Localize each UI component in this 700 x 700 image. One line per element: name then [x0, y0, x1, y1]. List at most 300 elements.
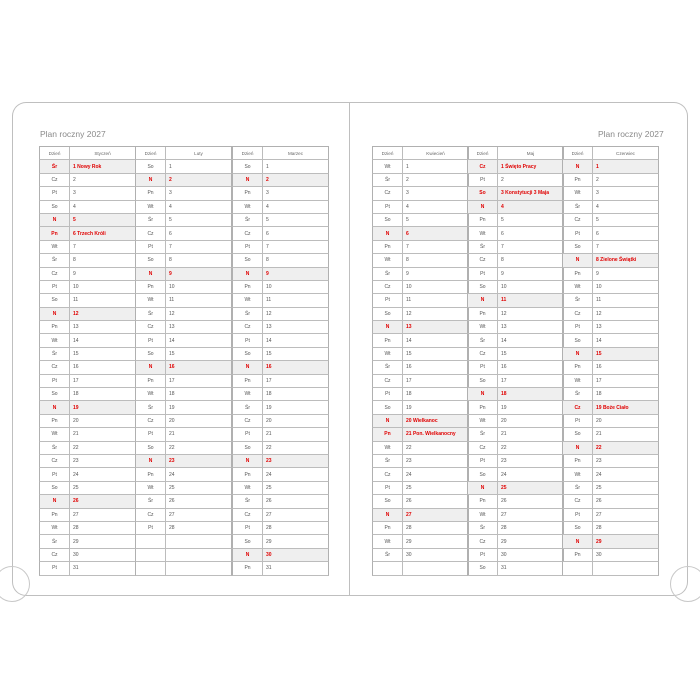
date-cell: 16	[266, 364, 272, 371]
holiday-row	[135, 361, 232, 374]
weekday-cell: Wt	[136, 294, 166, 306]
date-cell: 13	[73, 324, 79, 331]
month-name: Styczeń	[94, 150, 111, 156]
date-cell: 5	[266, 217, 269, 224]
day-row	[232, 334, 329, 347]
weekday-cell: Pt	[468, 361, 498, 373]
date-cell: 6	[266, 230, 269, 237]
day-row	[562, 522, 659, 535]
day-row	[372, 308, 469, 321]
weekday-cell: Śr	[563, 201, 593, 213]
weekday-cell: Wt	[136, 482, 166, 494]
day-row	[467, 509, 564, 522]
day-row	[39, 562, 136, 575]
day-row	[562, 174, 659, 187]
date-cell: 6	[406, 230, 409, 237]
date-cell: 16	[406, 364, 412, 371]
date-cell: 30	[501, 551, 507, 558]
weekday-cell: So	[40, 294, 70, 306]
date-cell: 7	[169, 243, 172, 250]
day-row	[39, 201, 136, 214]
weekday-cell: Śr	[40, 535, 70, 547]
date-cell: 27	[501, 511, 507, 518]
date-cell: 7	[266, 243, 269, 250]
day-row	[232, 201, 329, 214]
day-row	[232, 227, 329, 240]
day-row	[372, 549, 469, 562]
left-page-title: Plan roczny 2027	[40, 129, 106, 139]
day-row	[467, 174, 564, 187]
day-row	[467, 268, 564, 281]
holiday-row	[135, 455, 232, 468]
date-cell: 14	[266, 337, 272, 344]
weekday-cell: Śr	[136, 214, 166, 226]
day-row	[135, 442, 232, 455]
date-cell: 7	[406, 243, 409, 250]
weekday-cell: Śr	[233, 214, 263, 226]
date-cell: 16	[501, 364, 507, 371]
date-cell: 15	[73, 351, 79, 358]
day-row	[372, 535, 469, 548]
holiday-row	[232, 361, 329, 374]
date-cell: 28	[73, 525, 79, 532]
date-cell: 8	[169, 257, 172, 264]
holiday-row	[467, 388, 564, 401]
date-cell: 11	[266, 297, 272, 304]
right-page-title: Plan roczny 2027	[598, 129, 664, 139]
holiday-row	[232, 174, 329, 187]
weekday-cell: Wt	[233, 482, 263, 494]
date-cell: 23	[501, 458, 507, 465]
day-row	[562, 415, 659, 428]
weekday-cell	[373, 562, 403, 574]
weekday-cell: So	[563, 334, 593, 346]
holiday-row	[232, 549, 329, 562]
day-row	[135, 254, 232, 267]
date-cell: 6 Trzech Króli	[73, 230, 106, 237]
date-cell: 21	[73, 431, 79, 438]
holiday-row	[135, 268, 232, 281]
weekday-cell: So	[563, 428, 593, 440]
date-cell: 23	[266, 458, 272, 465]
weekday-cell: So	[233, 442, 263, 454]
day-row	[372, 375, 469, 388]
day-row	[467, 334, 564, 347]
weekday-cell: N	[40, 214, 70, 226]
date-cell: 22	[73, 444, 79, 451]
weekday-cell: Wt	[468, 227, 498, 239]
weekday-cell: So	[373, 401, 403, 413]
weekday-cell: Wt	[373, 254, 403, 266]
date-cell: 13	[406, 324, 412, 331]
holiday-row	[372, 415, 469, 428]
day-row	[372, 522, 469, 535]
date-cell: 12	[73, 310, 79, 317]
day-row	[39, 281, 136, 294]
weekday-cell: Pn	[373, 428, 403, 440]
day-row	[467, 562, 564, 575]
date-cell: 2	[169, 176, 172, 183]
day-row	[135, 241, 232, 254]
date-cell: 21	[266, 431, 272, 438]
day-row	[562, 361, 659, 374]
day-row	[562, 495, 659, 508]
weekday-cell: Cz	[468, 535, 498, 547]
weekday-cell: Pn	[136, 375, 166, 387]
weekday-cell: Wt	[563, 187, 593, 199]
weekday-cell: Pt	[373, 201, 403, 213]
date-cell: 2	[501, 176, 504, 183]
weekday-cell: Pn	[233, 375, 263, 387]
weekday-cell: Pt	[233, 428, 263, 440]
weekday-cell: N	[468, 294, 498, 306]
weekday-cell: Pn	[233, 187, 263, 199]
weekday-cell: Śr	[40, 160, 70, 172]
date-cell: 24	[406, 471, 412, 478]
weekday-cell: Wt	[373, 160, 403, 172]
weekday-cell: Cz	[40, 174, 70, 186]
date-cell: 18	[169, 391, 175, 398]
date-cell: 19	[266, 404, 272, 411]
day-row	[232, 495, 329, 508]
day-row	[467, 468, 564, 481]
day-row	[232, 415, 329, 428]
day-row	[372, 442, 469, 455]
date-cell: 17	[73, 377, 79, 384]
weekday-cell: Pt	[233, 522, 263, 534]
day-row	[372, 495, 469, 508]
day-row	[372, 268, 469, 281]
day-row	[39, 415, 136, 428]
weekday-cell: Śr	[563, 482, 593, 494]
date-cell: 1	[596, 163, 599, 170]
weekday-cell: Śr	[373, 361, 403, 373]
day-row	[562, 549, 659, 562]
weekday-cell: So	[468, 375, 498, 387]
month-table-0	[39, 146, 136, 576]
date-cell: 3	[406, 190, 409, 197]
day-row	[467, 522, 564, 535]
weekday-cell	[563, 562, 593, 574]
date-cell: 14	[501, 337, 507, 344]
date-cell: 25	[501, 484, 507, 491]
weekday-cell: Pt	[40, 468, 70, 480]
weekday-cell: Wt	[563, 281, 593, 293]
date-cell: 2	[73, 176, 76, 183]
book-spine	[349, 102, 350, 596]
holiday-row	[562, 254, 659, 267]
date-cell: 3	[73, 190, 76, 197]
date-cell: 23	[406, 458, 412, 465]
day-row	[135, 388, 232, 401]
date-cell: 22	[266, 444, 272, 451]
day-column-header: Dzień	[136, 147, 166, 159]
weekday-cell: Pn	[373, 334, 403, 346]
day-row	[135, 468, 232, 481]
day-row	[39, 241, 136, 254]
date-cell: 20	[266, 418, 272, 424]
holiday-row	[562, 160, 659, 173]
holiday-row	[372, 321, 469, 334]
day-row	[232, 348, 329, 361]
day-row	[135, 214, 232, 227]
day-row	[232, 562, 329, 575]
date-cell: 12	[266, 310, 272, 317]
day-column-header: Dzień	[233, 147, 263, 159]
date-cell: 19	[73, 404, 79, 411]
day-row	[232, 468, 329, 481]
month-header	[562, 147, 659, 160]
holiday-row	[467, 294, 564, 307]
weekday-cell: Cz	[40, 455, 70, 467]
day-column-header: Dzień	[468, 147, 498, 159]
date-cell: 30	[266, 551, 272, 558]
weekday-cell: So	[468, 468, 498, 480]
weekday-cell: Śr	[373, 268, 403, 280]
weekday-cell: So	[136, 442, 166, 454]
day-row	[372, 241, 469, 254]
day-row	[39, 509, 136, 522]
weekday-cell: Pt	[136, 428, 166, 440]
day-row	[467, 549, 564, 562]
weekday-cell: Śr	[233, 401, 263, 413]
weekday-cell: N	[136, 361, 166, 373]
weekday-cell: Śr	[136, 308, 166, 320]
date-cell: 22	[501, 444, 507, 451]
day-row	[232, 401, 329, 414]
weekday-cell: Wt	[468, 509, 498, 521]
date-cell: 8	[501, 257, 504, 264]
weekday-cell: Cz	[40, 268, 70, 280]
weekday-cell: Wt	[563, 468, 593, 480]
date-cell: 24	[73, 471, 79, 478]
weekday-cell: N	[373, 415, 403, 427]
date-cell: 7	[501, 243, 504, 250]
empty-row	[562, 562, 659, 575]
weekday-cell: Śr	[233, 495, 263, 507]
date-cell: 25	[73, 484, 79, 491]
month-header	[372, 147, 469, 160]
day-row	[467, 214, 564, 227]
date-cell: 29	[596, 538, 602, 545]
day-row	[135, 227, 232, 240]
day-row	[467, 348, 564, 361]
weekday-cell: Pn	[136, 468, 166, 480]
date-cell: 12	[169, 310, 175, 317]
weekday-cell: Wt	[468, 415, 498, 427]
day-row	[135, 482, 232, 495]
day-row	[372, 160, 469, 173]
weekday-cell: Pt	[563, 321, 593, 333]
day-row	[39, 375, 136, 388]
weekday-cell: Pn	[563, 268, 593, 280]
date-cell: 27	[73, 511, 79, 518]
date-cell: 28	[169, 525, 175, 532]
day-row	[39, 361, 136, 374]
weekday-cell: Pn	[40, 321, 70, 333]
weekday-cell: Cz	[136, 227, 166, 239]
weekday-cell: Pt	[136, 334, 166, 346]
day-row	[562, 308, 659, 321]
day-row	[467, 308, 564, 321]
date-cell: 31	[73, 565, 79, 572]
day-row	[467, 401, 564, 414]
day-row	[562, 214, 659, 227]
empty-row	[135, 549, 232, 562]
date-cell: 18	[406, 391, 412, 398]
weekday-cell: So	[136, 348, 166, 360]
day-row	[39, 482, 136, 495]
weekday-cell: Cz	[373, 281, 403, 293]
date-cell: 3	[169, 190, 172, 197]
weekday-cell: Śr	[468, 428, 498, 440]
weekday-cell: Śr	[136, 495, 166, 507]
date-cell: 24	[501, 471, 507, 478]
day-row	[372, 482, 469, 495]
day-row	[232, 321, 329, 334]
weekday-cell: Cz	[373, 468, 403, 480]
day-row	[232, 535, 329, 548]
day-row	[232, 187, 329, 200]
day-row	[135, 401, 232, 414]
day-row	[562, 294, 659, 307]
day-row	[135, 308, 232, 321]
weekday-cell: So	[373, 308, 403, 320]
date-cell: 16	[169, 364, 175, 371]
date-cell: 21	[169, 431, 175, 438]
date-cell: 10	[169, 284, 175, 291]
day-row	[562, 187, 659, 200]
weekday-cell: Wt	[233, 294, 263, 306]
date-cell: 23	[596, 458, 602, 465]
holiday-row	[372, 227, 469, 240]
weekday-cell: Pt	[373, 388, 403, 400]
day-row	[372, 468, 469, 481]
date-cell: 27	[266, 511, 272, 518]
day-row	[562, 334, 659, 347]
date-cell: 9	[169, 270, 172, 277]
day-row	[467, 455, 564, 468]
weekday-cell: Śr	[373, 549, 403, 561]
empty-row	[372, 562, 469, 575]
date-cell: 18	[596, 391, 602, 398]
day-row	[372, 401, 469, 414]
day-row	[232, 294, 329, 307]
weekday-cell: Cz	[563, 401, 593, 413]
weekday-cell: Pt	[136, 522, 166, 534]
date-cell: 8	[73, 257, 76, 264]
weekday-cell	[136, 562, 166, 574]
weekday-cell: Pt	[563, 509, 593, 521]
weekday-cell: So	[233, 254, 263, 266]
day-row	[372, 174, 469, 187]
weekday-cell: N	[563, 254, 593, 266]
day-row	[467, 361, 564, 374]
date-cell: 26	[266, 498, 272, 505]
day-row	[467, 428, 564, 441]
date-cell: 6	[596, 230, 599, 237]
weekday-cell: Cz	[468, 442, 498, 454]
date-cell: 14	[596, 337, 602, 344]
day-row	[135, 294, 232, 307]
date-cell: 9	[596, 270, 599, 277]
date-cell: 24	[169, 471, 175, 478]
weekday-cell: Wt	[40, 241, 70, 253]
weekday-cell: Cz	[233, 227, 263, 239]
day-row	[467, 442, 564, 455]
day-row	[562, 201, 659, 214]
date-cell: 24	[266, 471, 272, 478]
day-row	[135, 509, 232, 522]
weekday-cell: Pt	[40, 562, 70, 574]
date-cell: 24	[596, 471, 602, 478]
weekday-cell: N	[563, 160, 593, 172]
day-row	[39, 455, 136, 468]
weekday-cell: N	[40, 495, 70, 507]
date-cell: 25	[596, 484, 602, 491]
weekday-cell: N	[563, 535, 593, 547]
date-cell: 10	[596, 284, 602, 291]
date-cell: 22	[406, 444, 412, 451]
day-row	[39, 254, 136, 267]
date-cell: 11	[73, 297, 79, 304]
left-bottom-corner-mark	[0, 566, 30, 602]
weekday-cell: Wt	[373, 535, 403, 547]
date-cell: 5	[596, 217, 599, 224]
date-cell: 17	[406, 377, 412, 384]
day-row	[39, 549, 136, 562]
date-cell: 12	[501, 310, 507, 317]
date-cell: 15	[266, 351, 272, 358]
date-cell: 4	[73, 203, 76, 210]
date-cell: 13	[596, 324, 602, 331]
weekday-cell: Cz	[468, 348, 498, 360]
weekday-cell: Cz	[40, 549, 70, 561]
date-cell: 2	[406, 176, 409, 183]
date-cell: 15	[406, 351, 412, 358]
date-cell: 6	[169, 230, 172, 237]
date-cell: 10	[73, 284, 79, 291]
date-cell: 3	[266, 190, 269, 197]
month-table-5	[562, 146, 659, 576]
weekday-cell: Pn	[468, 214, 498, 226]
weekday-cell: Wt	[40, 428, 70, 440]
empty-row	[135, 562, 232, 575]
date-cell: 6	[501, 230, 504, 237]
date-cell: 7	[596, 243, 599, 250]
holiday-row	[562, 535, 659, 548]
month-name: Czerwiec	[616, 150, 635, 156]
date-cell: 29	[266, 538, 272, 545]
weekday-cell: So	[468, 187, 498, 199]
date-cell: 19	[501, 404, 507, 411]
weekday-cell: N	[373, 321, 403, 333]
date-cell: 20	[169, 418, 175, 424]
date-cell: 19 Boże Ciało	[596, 404, 629, 411]
weekday-cell: Wt	[563, 375, 593, 387]
weekday-cell: Pt	[373, 482, 403, 494]
empty-row	[135, 535, 232, 548]
weekday-cell: Wt	[136, 201, 166, 213]
weekday-cell: N	[233, 268, 263, 280]
date-cell: 9	[501, 270, 504, 277]
date-cell: 1 Święto Pracy	[501, 163, 537, 170]
weekday-cell: Cz	[40, 361, 70, 373]
holiday-row	[562, 401, 659, 414]
day-row	[39, 348, 136, 361]
date-cell: 20	[501, 418, 507, 424]
weekday-cell: So	[373, 214, 403, 226]
